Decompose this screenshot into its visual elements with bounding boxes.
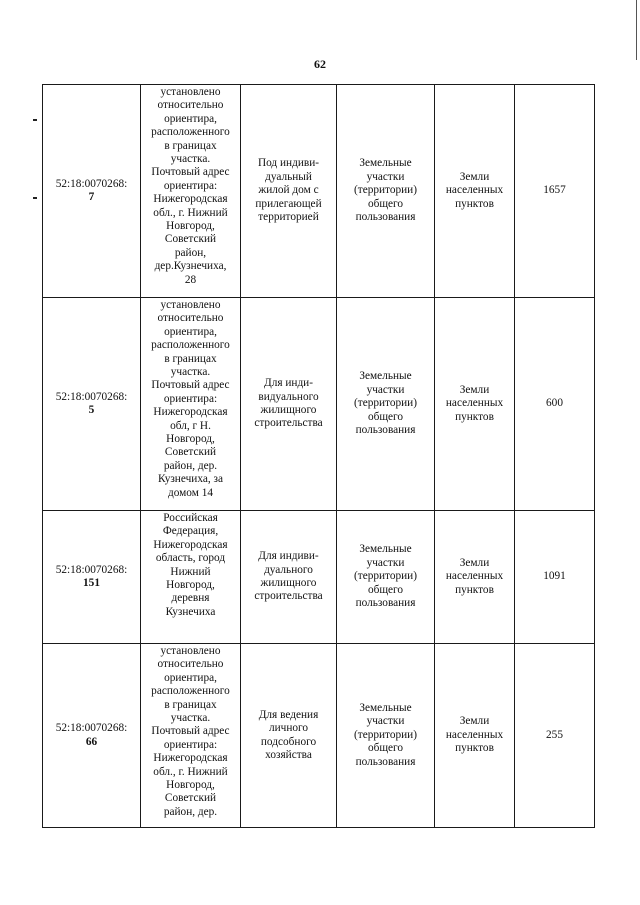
table-row [43,511,595,644]
category-cell [435,644,515,828]
category-text: Земли населенных пунктов [445,556,504,596]
scan-edge-mark [636,0,637,60]
address-cell [141,85,241,298]
cadastral-number: 52:18:0070268: [55,177,128,190]
scan-tick-mark [33,197,37,199]
area-value: 1091 [543,570,566,583]
permitted-use-text: Для инди- видуального жилищного строительства [254,377,323,430]
address-cell [141,644,241,828]
zone-cell [337,85,435,298]
address-cell [141,298,241,511]
category-cell [435,85,515,298]
cadastral-number-cell [43,511,141,644]
address-text: установлено относительно ориентира, расположенного в границах участка. Почтовый адрес ориентира: Нижегородская обл, г Н. Новгород, Советский район, дер. Кузнечиха, за домом 14 [151,299,230,499]
permitted-use-text: Под индиви- дуальный жилой дом с прилегающей территорией [255,157,322,224]
zone-text: Земельные участки (территории) общего пользования [354,370,417,437]
cadastral-number-cell [43,644,141,828]
land-plots-table [42,84,595,828]
area-cell [515,644,595,828]
category-text: Земли населенных пунктов [445,170,504,210]
address-text: Российская Федерация, Нижегородская область, город Нижний Новгород, деревня Кузнечиха [153,512,228,618]
area-cell [515,85,595,298]
category-cell [435,298,515,511]
zone-text: Земельные участки (территории) общего пользования [354,701,417,768]
zone-cell [337,644,435,828]
cadastral-suffix: 66 [85,735,98,748]
cadastral-number: 52:18:0070268: [55,390,128,403]
cadastral-suffix: 5 [88,404,95,416]
category-cell [435,511,515,644]
cadastral-suffix: 151 [83,577,100,589]
permitted-use-text: Для ведения личного подсобного хозяйства [258,708,319,761]
zone-text: Земельные участки (территории) общего пользования [354,157,417,224]
address-cell [141,511,241,644]
address-text: установлено относительно ориентира, расположенного в границах участка. Почтовый адрес ориентира: Нижегородская обл., г. Нижний Новгород, Советский район, дер.Кузнечиха, 28 [151,86,230,286]
category-text: Земли населенных пунктов [445,715,504,755]
table-row [43,644,595,828]
permitted-use-cell [241,644,337,828]
area-value: 600 [546,397,563,410]
cadastral-number: 52:18:0070268: [55,722,128,735]
permitted-use-cell [241,511,337,644]
cadastral-number: 52:18:0070268: [55,563,128,576]
scan-tick-mark [33,119,37,121]
permitted-use-text: Для индиви- дуального жилищного строительства [254,550,323,603]
cadastral-suffix: 7 [88,191,95,203]
permitted-use-cell [241,298,337,511]
area-value: 255 [546,728,563,741]
cadastral-number-cell [43,85,141,298]
area-cell [515,511,595,644]
cadastral-number-cell [43,298,141,511]
area-cell [515,298,595,511]
table-row [43,298,595,511]
table-row [43,85,595,298]
category-text: Земли населенных пунктов [445,383,504,423]
zone-cell [337,511,435,644]
address-text: установлено относительно ориентира, расположенного в границах участка. Почтовый адрес ориентира: Нижегородская обл., г. Нижний Новгород, Советский район, дер. [151,645,230,818]
area-value: 1657 [543,184,566,197]
zone-cell [337,298,435,511]
page-number: 62 [314,57,326,71]
permitted-use-cell [241,85,337,298]
zone-text: Земельные участки (территории) общего пользования [354,543,417,610]
